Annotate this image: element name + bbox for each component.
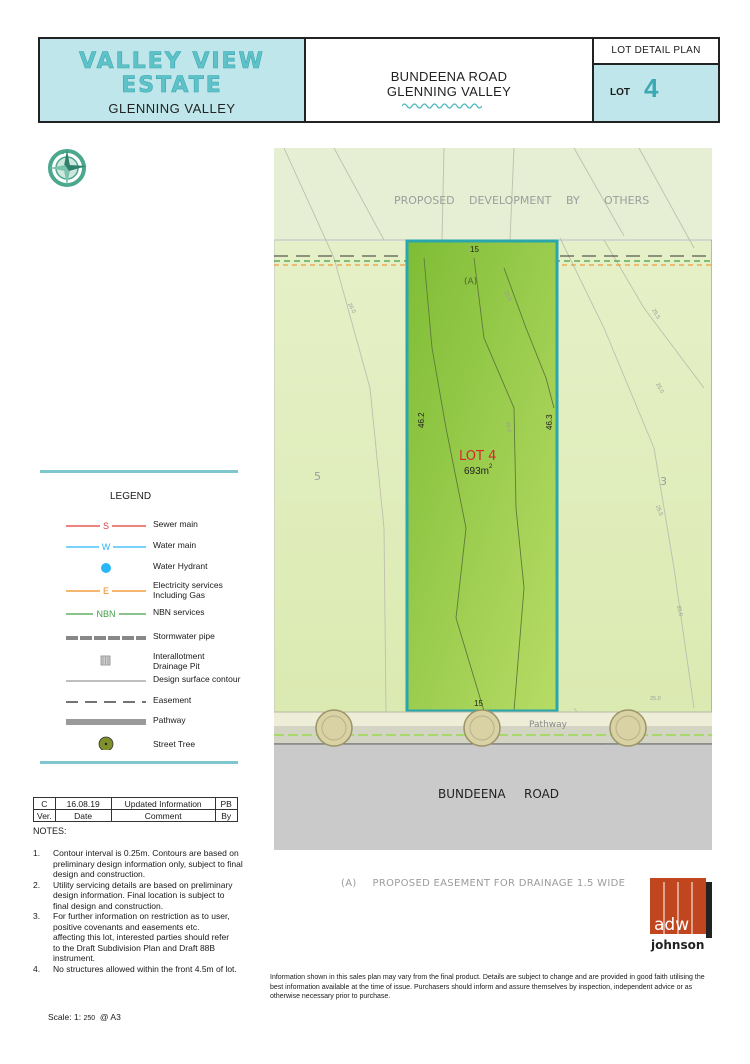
estate-location: GLENNING VALLEY — [108, 101, 236, 116]
proposed-label: PROPOSED — [394, 194, 455, 207]
drainage-pit-icon — [64, 654, 148, 668]
neighbour-lot-5: 5 — [314, 470, 321, 483]
side-left-dimension: 46.2 — [417, 412, 426, 428]
legend-label: Pathway — [153, 715, 186, 725]
contour-label: 25.5 — [654, 504, 664, 517]
easement-note-text: PROPOSED EASEMENT FOR DRAINAGE 1.5 WIDE — [372, 878, 626, 889]
lot-title: LOT 4 — [459, 449, 497, 464]
note-item: 3. For further information on restriction as to user, positive covenants and easements etc. affecting this lot, interested parties should refer to the Draft Subdivision Plan and Draft 88B instrument. — [33, 911, 230, 963]
estate-brand — [40, 39, 306, 121]
water-hydrant-icon — [64, 561, 148, 575]
road-name-bundeena: BUNDEENA — [438, 787, 506, 801]
notes-title: NOTES: — [33, 826, 67, 836]
legend-item-drainage-pit — [64, 651, 234, 673]
legend-label: Design surface contour — [153, 674, 241, 684]
contour-label: 26.0 — [346, 302, 357, 315]
north-compass-icon — [44, 145, 90, 191]
plan-type-label: LOT DETAIL PLAN — [594, 39, 718, 65]
legend-item-contour — [64, 674, 241, 688]
road-title-line1: BUNDEENA ROAD — [390, 69, 508, 84]
legend-item-water-main — [64, 540, 234, 554]
street-tree-icon — [64, 736, 148, 750]
pathway-label: Pathway — [529, 720, 567, 730]
legend-code: S — [100, 521, 112, 531]
contour-label: 25.5 — [650, 308, 661, 321]
svg-text:adw: adw — [654, 915, 690, 935]
svg-text:johnson: johnson — [651, 938, 705, 952]
lot-number-row — [594, 65, 718, 121]
estate-name-line2: ESTATE — [121, 73, 223, 98]
legend-code: E — [100, 586, 112, 596]
legend-item-easement — [64, 695, 234, 709]
legend-item-sewer — [64, 519, 234, 533]
legend-item-electricity — [64, 580, 234, 602]
legend-code: NBN — [93, 609, 118, 619]
contour-label: 26.0 — [504, 421, 512, 433]
legend-label: Water Hydrant — [153, 561, 208, 571]
side-right-dimension: 46.3 — [545, 414, 554, 430]
revision-row — [34, 798, 238, 810]
legend-label: Easement — [153, 695, 192, 705]
by-label: BY — [566, 194, 580, 207]
note-item: 2. Utility servicing details are based on preliminary design information. Final location is subject to final design and construction. — [33, 879, 233, 911]
legend-code: W — [99, 542, 114, 552]
legend-item-stormwater — [64, 631, 234, 645]
note-item: 1. Contour interval is 0.25m. Contours are based on preliminary design information only, subject to final design and construction. — [33, 848, 243, 879]
legend-label: NBN services — [153, 607, 205, 617]
legend-item-pathway — [64, 715, 234, 729]
contour-label: 25.0 — [654, 382, 665, 395]
revision-header-row — [34, 810, 238, 822]
legend-label: Water main — [153, 540, 197, 550]
contour-label: 25.5 — [502, 290, 513, 303]
neighbour-lot-3: 3 — [660, 475, 667, 488]
scale-label: Scale: 1: 250 @ A3 — [48, 1012, 121, 1022]
contour-label: 25.0 — [650, 696, 661, 702]
revision-header-ver: Ver. — [34, 810, 56, 822]
others-label: OTHERS — [604, 194, 650, 207]
frontage-top-dimension: 15 — [470, 245, 479, 254]
lot-label: LOT — [610, 87, 630, 98]
legend-item-street-tree — [64, 736, 234, 754]
revision-version: C — [34, 798, 56, 810]
revision-table — [33, 797, 238, 822]
legend-title: LEGEND — [110, 491, 152, 502]
legend-item-hydrant — [64, 561, 234, 575]
revision-by: PB — [215, 798, 237, 810]
legend-label: Stormwater pipe — [153, 631, 215, 641]
disclaimer: Information shown in this sales plan may vary from the final product. Details are subject to change and are provided in good faith utilising the best information available at the time of issue. Purchasers should inform and assure themselves by inspection, independent advice or as otherwise necessary prior to purchase. — [270, 974, 705, 1000]
legend-item-nbn — [64, 607, 234, 621]
lot-area: 693m — [464, 466, 490, 477]
easement-note-marker: (A) — [341, 878, 357, 889]
revision-date: 16.08.19 — [55, 798, 111, 810]
note-item: 4. No structures allowed within the front 4.5m of lot. — [33, 963, 237, 974]
legend-label: Interallotment Drainage Pit — [153, 651, 205, 671]
wave-decoration — [402, 102, 482, 110]
revision-header-comment: Comment — [111, 810, 215, 822]
lot-number-box — [594, 39, 718, 121]
road-title — [306, 39, 594, 121]
easement-note — [341, 878, 625, 889]
lot-area-superscript: 2 — [489, 464, 493, 470]
title-block — [38, 37, 720, 123]
notes-list — [33, 848, 263, 974]
lot-plan — [274, 148, 712, 850]
frontage-bottom-dimension: 15 — [474, 699, 483, 708]
easement-marker: (A) — [464, 277, 478, 287]
revision-header-date: Date — [55, 810, 111, 822]
estate-name-line1: VALLEY VIEW — [79, 49, 265, 74]
revision-header-by: By — [215, 810, 237, 822]
legend — [40, 470, 241, 764]
legend-label: Electricity services Including Gas — [153, 580, 223, 600]
revision-comment: Updated Information — [111, 798, 215, 810]
legend-label: Sewer main — [153, 519, 198, 529]
legend-label: Street Tree — [153, 739, 196, 749]
lot-number: 4 — [644, 73, 659, 103]
road-name-road: ROAD — [524, 787, 560, 801]
adw-johnson-logo — [650, 878, 712, 952]
contour-label: 25.0 — [675, 605, 684, 617]
development-label: DEVELOPMENT — [469, 194, 552, 207]
road-title-line2: GLENNING VALLEY — [386, 84, 512, 99]
